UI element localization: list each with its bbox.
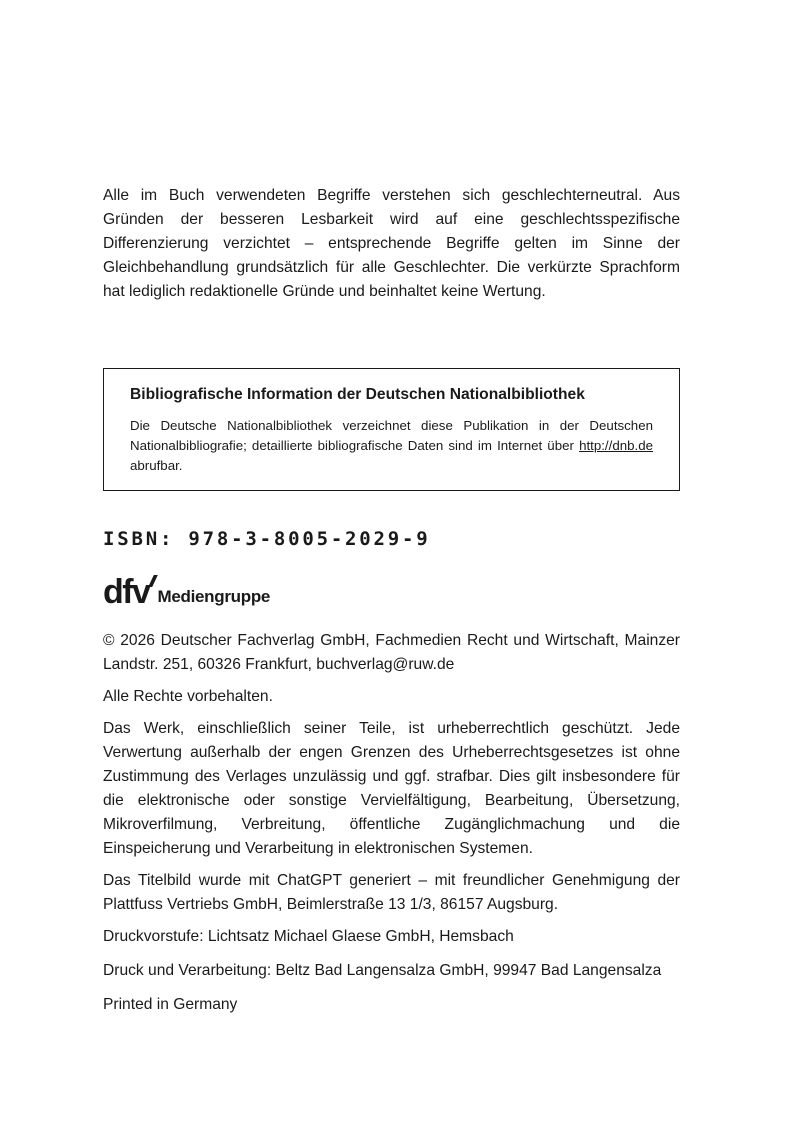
copyright-protection-notice: Das Werk, einschließlich seiner Teile, ist urheberrechtlich geschützt. Jede Verwertung außerhalb der engen Grenzen des Urheberrechtsgesetzes ist ohne Zustimmung des Verlages unzulässig und ggf. strafbar. Dies gilt insbesondere für die elektronische oder sonstige Vervielfältigung, Bearbeitung, Übersetzung, Mikroverfilmung, Verbreitung, öffentliche Zugänglichmachung und die Einspeicherung und Verarbeitung in elektronischen Systemen.	[103, 720, 680, 857]
bibliographic-info-text	[130, 416, 653, 476]
rights-reserved: Alle Rechte vorbehalten.	[103, 688, 273, 705]
prepress-credit: Druckvorstufe: Lichtsatz Michael Glaese GmbH, Hemsbach	[103, 928, 514, 945]
isbn-number: ISBN: 978-3-8005-2029-9	[103, 528, 431, 550]
bibliographic-info-title: Bibliografische Information der Deutschen Nationalbibliothek	[130, 386, 585, 403]
printing-credit: Druck und Verarbeitung: Beltz Bad Langensalza GmbH, 99947 Bad Langensalza	[103, 962, 662, 979]
printed-in-country: Printed in Germany	[103, 996, 238, 1013]
copyright-notice: © 2026 Deutscher Fachverlag GmbH, Fachmedien Recht und Wirtschaft, Mainzer Landstr. 251, 60326 Frankfurt, buchverlag@ruw.de	[103, 632, 680, 673]
imprint-page	[103, 184, 680, 1025]
cover-image-notice: Das Titelbild wurde mit ChatGPT generiert – mit freundlicher Genehmigung der Plattfuss Vertriebs GmbH, Beimlerstraße 13 1/3, 86157 Augsburg.	[103, 872, 680, 913]
dfv-logo-mark: dfv	[103, 573, 150, 611]
logo-wordmark: Mediengruppe	[157, 587, 271, 606]
dnb-link[interactable]: http://dnb.de	[579, 438, 653, 453]
bibliographic-info-text-start: Die Deutsche Nationalbibliothek verzeichnet diese Publikation in der Deutschen Nationalbibliografie; detaillierte bibliografische Daten sind im Internet über	[130, 418, 653, 453]
bibliographic-info-text-end: abrufbar.	[130, 458, 183, 473]
publisher-logo	[103, 573, 680, 611]
gender-notice-paragraph: Alle im Buch verwendeten Begriffe verstehen sich geschlechterneutral. Aus Gründen der besseren Lesbarkeit wird auf eine geschlechtsspezifische Differenzierung verzichtet – entsprechende Begriffe gelten im Sinne der Gleichbehandlung grundsätzlich für alle Geschlechter. Die verkürzte Sprachform hat lediglich redaktionelle Gründe und beinhaltet keine Wertung.	[103, 187, 680, 300]
bibliographic-info-box	[103, 368, 680, 491]
